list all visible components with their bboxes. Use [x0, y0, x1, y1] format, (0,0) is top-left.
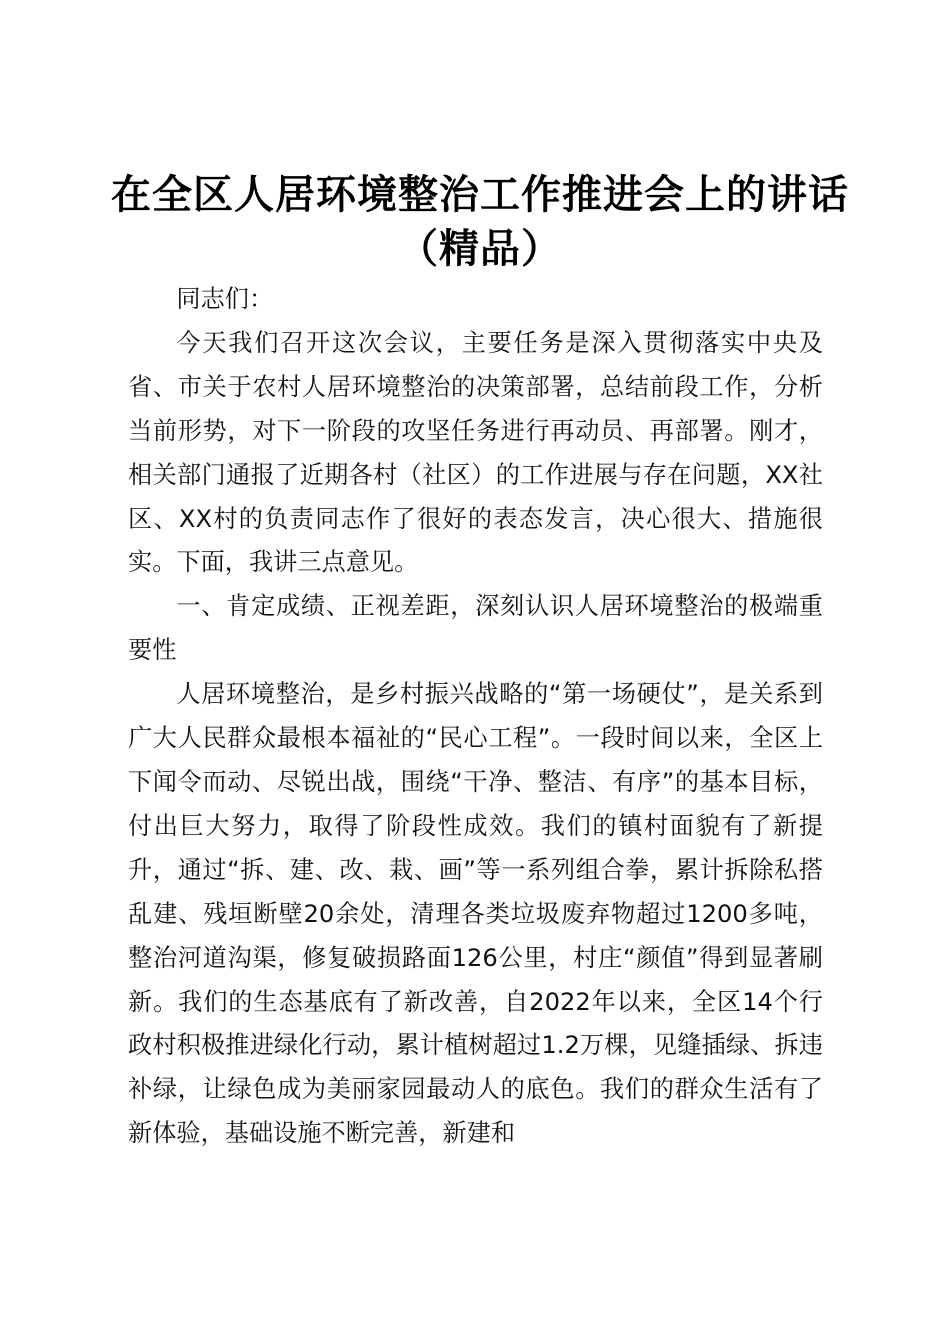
section-heading-1: 一、肯定成绩、正视差距，深刻认识人居环境整治的极端重要性	[128, 592, 823, 665]
greeting: 同志们：	[176, 285, 274, 313]
document-title: 在全区人居环境整治工作推进会上的讲话（精品）	[111, 171, 849, 272]
paragraph-achievements: 人居环境整治，是乡村振兴战略的“第一场硬仗”，是关系到广大人民群众最根本福祉的“民心工程”。一段时间以来，全区上下闻令而动、尽锐出战，围绕“干净、整洁、有序”的基本目标，付出巨大努力，取得了阶段性成效。我们的镇村面貌有了新提升，通过“拆、建、改、栽、画”等一系列组合拳，累计拆除私搭乱建、残垣断壁20余处，清理各类垃圾废弃物超过1200多吨，整治河道沟渠，修复破损路面126公里，村庄“颜值”得到显著刷新。我们的生态基底有了新改善，自2022年以来，全区14个行政村积极推进绿化行动，累计植树超过1.2万棵，见缝插绿、拆违补绿，让绿色成为美丽家园最动人的底色。我们的群众生活有了新体验，基础设施不断完善，新建和	[128, 680, 823, 1148]
paragraph-intro: 今天我们召开这次会议，主要任务是深入贯彻落实中央及省、市关于农村人居环境整治的决策部署，总结前段工作，分析当前形势，对下一阶段的攻坚任务进行再动员、再部署。刚才，相关部门通报了近期各村（社区）的工作进展与存在问题，XX社区、XX村的负责同志作了很好的表态发言，决心很大、措施很实。下面，我讲三点意见。	[128, 328, 823, 577]
document-body	[128, 278, 823, 1156]
